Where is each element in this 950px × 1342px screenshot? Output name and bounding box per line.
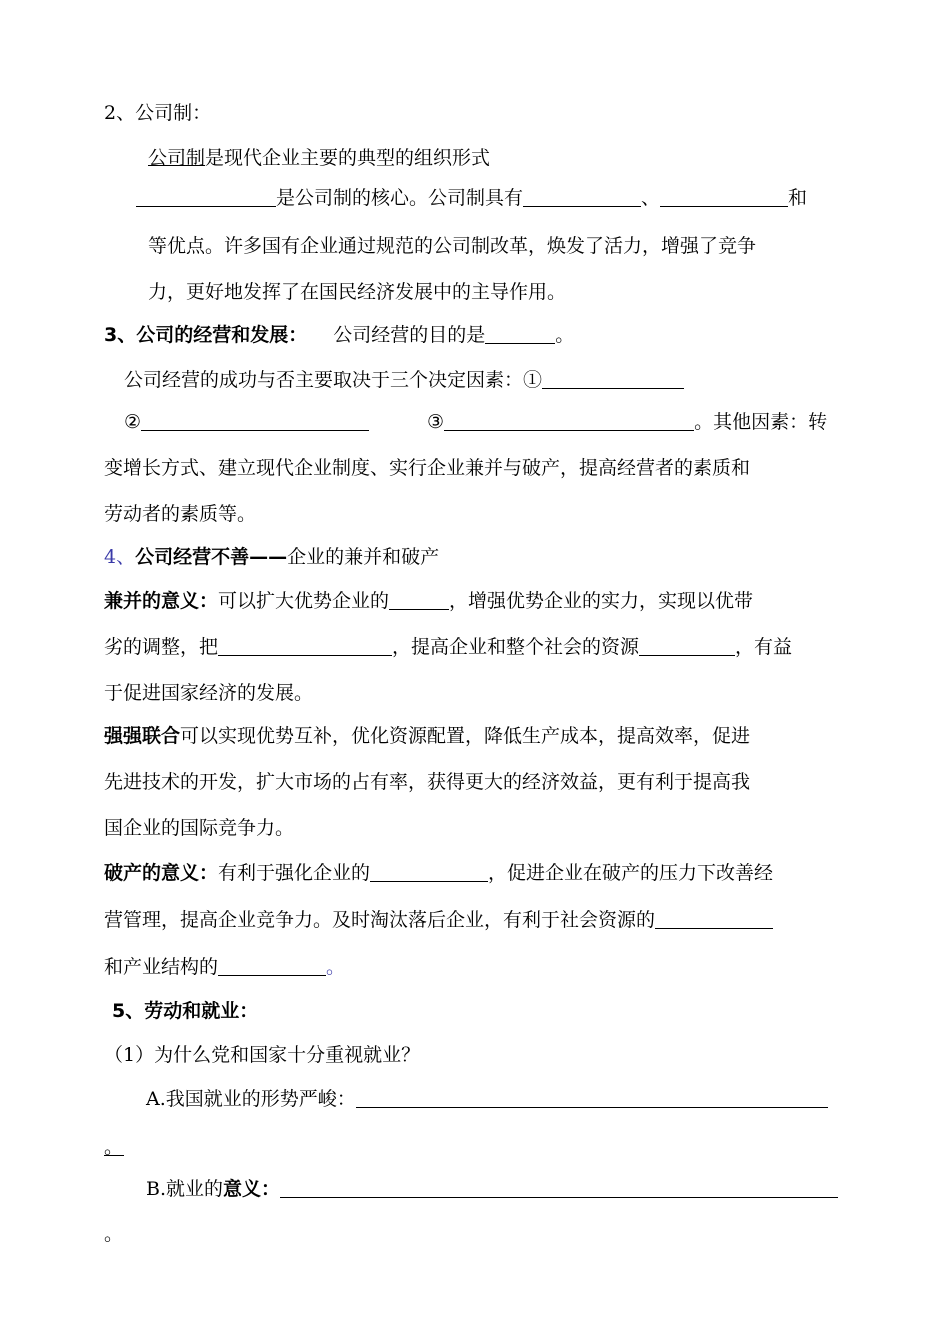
answer-b-end-line: [104, 1222, 123, 1246]
section-4-title: [104, 545, 439, 569]
section-4-number: 4、: [104, 546, 136, 568]
other-factors-text: 。其他因素：转: [694, 411, 828, 433]
bankruptcy-line-2-text: 营管理，提高企业竞争力。及时淘汰落后企业，有利于社会资源的: [104, 909, 656, 931]
blank-merger-2[interactable]: [218, 635, 392, 656]
bankruptcy-line-3: [104, 955, 345, 979]
strong-alliance-label: 强强联合: [104, 725, 181, 747]
section-3-factors-2: [124, 410, 827, 434]
bankruptcy-line-1: [104, 861, 773, 885]
section-2-line-2-text-a: 是公司制的核心。公司制具有: [276, 187, 524, 209]
strong-alliance-line-1: [104, 724, 750, 748]
section-3-line-5: [104, 502, 256, 526]
bankruptcy-line-2: [104, 908, 773, 932]
answer-b-label-b: 意义：: [223, 1178, 281, 1200]
answer-b-end: 。: [104, 1223, 124, 1245]
blank-answer-a[interactable]: [356, 1087, 828, 1108]
answer-a-label: A.我国就业的形势严峻：: [146, 1088, 356, 1110]
question-1-text: （1）为什么党和国家十分重视就业？: [104, 1044, 421, 1066]
merger-line-3-text: 于促进国家经济的发展。: [104, 682, 314, 704]
bankruptcy-text-b: ，促进企业在破产的压力下改善经: [488, 862, 774, 884]
section-3-line-5-text: 劳动者的素质等。: [104, 503, 257, 525]
section-2-line-3-text: 等优点。许多国有企业通过规范的公司制改革，焕发了活力，增强了竞争: [148, 235, 757, 257]
section-2-line-2: [136, 186, 807, 210]
purpose-text: 公司经营的目的是: [333, 324, 486, 346]
strong-alliance-line-3: [104, 816, 294, 840]
merger-line-2: [104, 635, 792, 659]
merger-line-1: [104, 589, 753, 613]
section-3-title-text: 3、公司的经营和发展：: [104, 324, 308, 346]
bankruptcy-line-3-text: 和产业结构的: [104, 956, 219, 978]
section-2-line-3: [148, 234, 756, 258]
blank-bankruptcy-2[interactable]: [655, 908, 773, 929]
merger-line-2-text-a: 劣的调整，把: [104, 636, 219, 658]
section-5-question-1: [104, 1043, 420, 1067]
answer-a-line: [146, 1087, 828, 1111]
purpose-end: 。: [555, 324, 575, 346]
section-2-line-1: [148, 146, 490, 170]
section-2-title-text: 2、公司制：: [104, 102, 212, 124]
merger-text-b: ，增强优势企业的实力，实现以优带: [449, 590, 754, 612]
answer-a-end: 。: [104, 1136, 124, 1158]
blank-advantage-2[interactable]: [660, 186, 788, 207]
answer-b-line: [146, 1177, 838, 1201]
section-2-line-2-text-c: 和: [788, 187, 808, 209]
section-2-line-1-text: 是现代企业主要的典型的组织形式: [205, 147, 491, 169]
strong-alliance-text-b: 先进技术的开发，扩大市场的占有率，获得更大的经济效益，更有利于提高我: [104, 771, 751, 793]
blank-core[interactable]: [136, 186, 276, 207]
bankruptcy-line-3-end: 。: [326, 956, 346, 978]
strong-alliance-text-c: 国企业的国际竞争力。: [104, 817, 295, 839]
blank-factor-1[interactable]: [542, 368, 684, 389]
section-2-line-4: [148, 280, 566, 304]
blank-merger-1[interactable]: [389, 589, 449, 610]
section-3-line-4: [104, 456, 750, 480]
bankruptcy-label: 破产的意义：: [104, 862, 219, 884]
blank-advantage-1[interactable]: [523, 186, 641, 207]
blank-bankruptcy-3[interactable]: [218, 955, 326, 976]
factor-3-marker: ③: [427, 411, 445, 433]
blank-purpose[interactable]: [485, 323, 555, 344]
section-4-subtitle: 企业的兼并和破产: [287, 546, 440, 568]
section-3-title: [104, 323, 574, 347]
merger-line-3: [104, 681, 313, 705]
blank-bankruptcy-1[interactable]: [370, 861, 488, 882]
section-5-title: [112, 999, 258, 1023]
strong-alliance-line-2: [104, 770, 750, 794]
answer-a-end-line: [104, 1132, 124, 1156]
bankruptcy-text-a: 有利于强化企业的: [218, 862, 371, 884]
factors-text: 公司经营的成功与否主要取决于三个决定因素：①: [124, 369, 543, 391]
section-4-title-text: 公司经营不善——: [135, 546, 288, 568]
strong-alliance-text-a: 可以实现优势互补，优化资源配置，降低生产成本，提高效率，促进: [180, 725, 751, 747]
merger-label: 兼并的意义：: [104, 590, 219, 612]
blank-merger-3[interactable]: [639, 635, 735, 656]
section-3-factors: [124, 368, 684, 392]
section-2-line-2-text-b: 、: [641, 187, 661, 209]
section-3-line-4-text: 变增长方式、建立现代企业制度、实行企业兼并与破产，提高经营者的素质和: [104, 457, 751, 479]
company-system-term: 公司制: [148, 147, 206, 169]
answer-b-label-a: B.就业的: [146, 1178, 224, 1200]
blank-factor-2[interactable]: [141, 410, 369, 431]
factor-2-marker: ②: [124, 411, 142, 433]
blank-factor-3[interactable]: [444, 410, 694, 431]
section-5-title-text: 5、劳动和就业：: [112, 1000, 259, 1022]
merger-line-2-text-b: ，提高企业和整个社会的资源: [392, 636, 640, 658]
merger-text-a: 可以扩大优势企业的: [218, 590, 390, 612]
section-2-line-4-text: 力，更好地发挥了在国民经济发展中的主导作用。: [148, 281, 567, 303]
blank-answer-b[interactable]: [280, 1177, 838, 1198]
blank-answer-a-continued[interactable]: [104, 1135, 124, 1156]
merger-line-2-text-c: ，有益: [735, 636, 793, 658]
section-2-title: [104, 101, 211, 125]
